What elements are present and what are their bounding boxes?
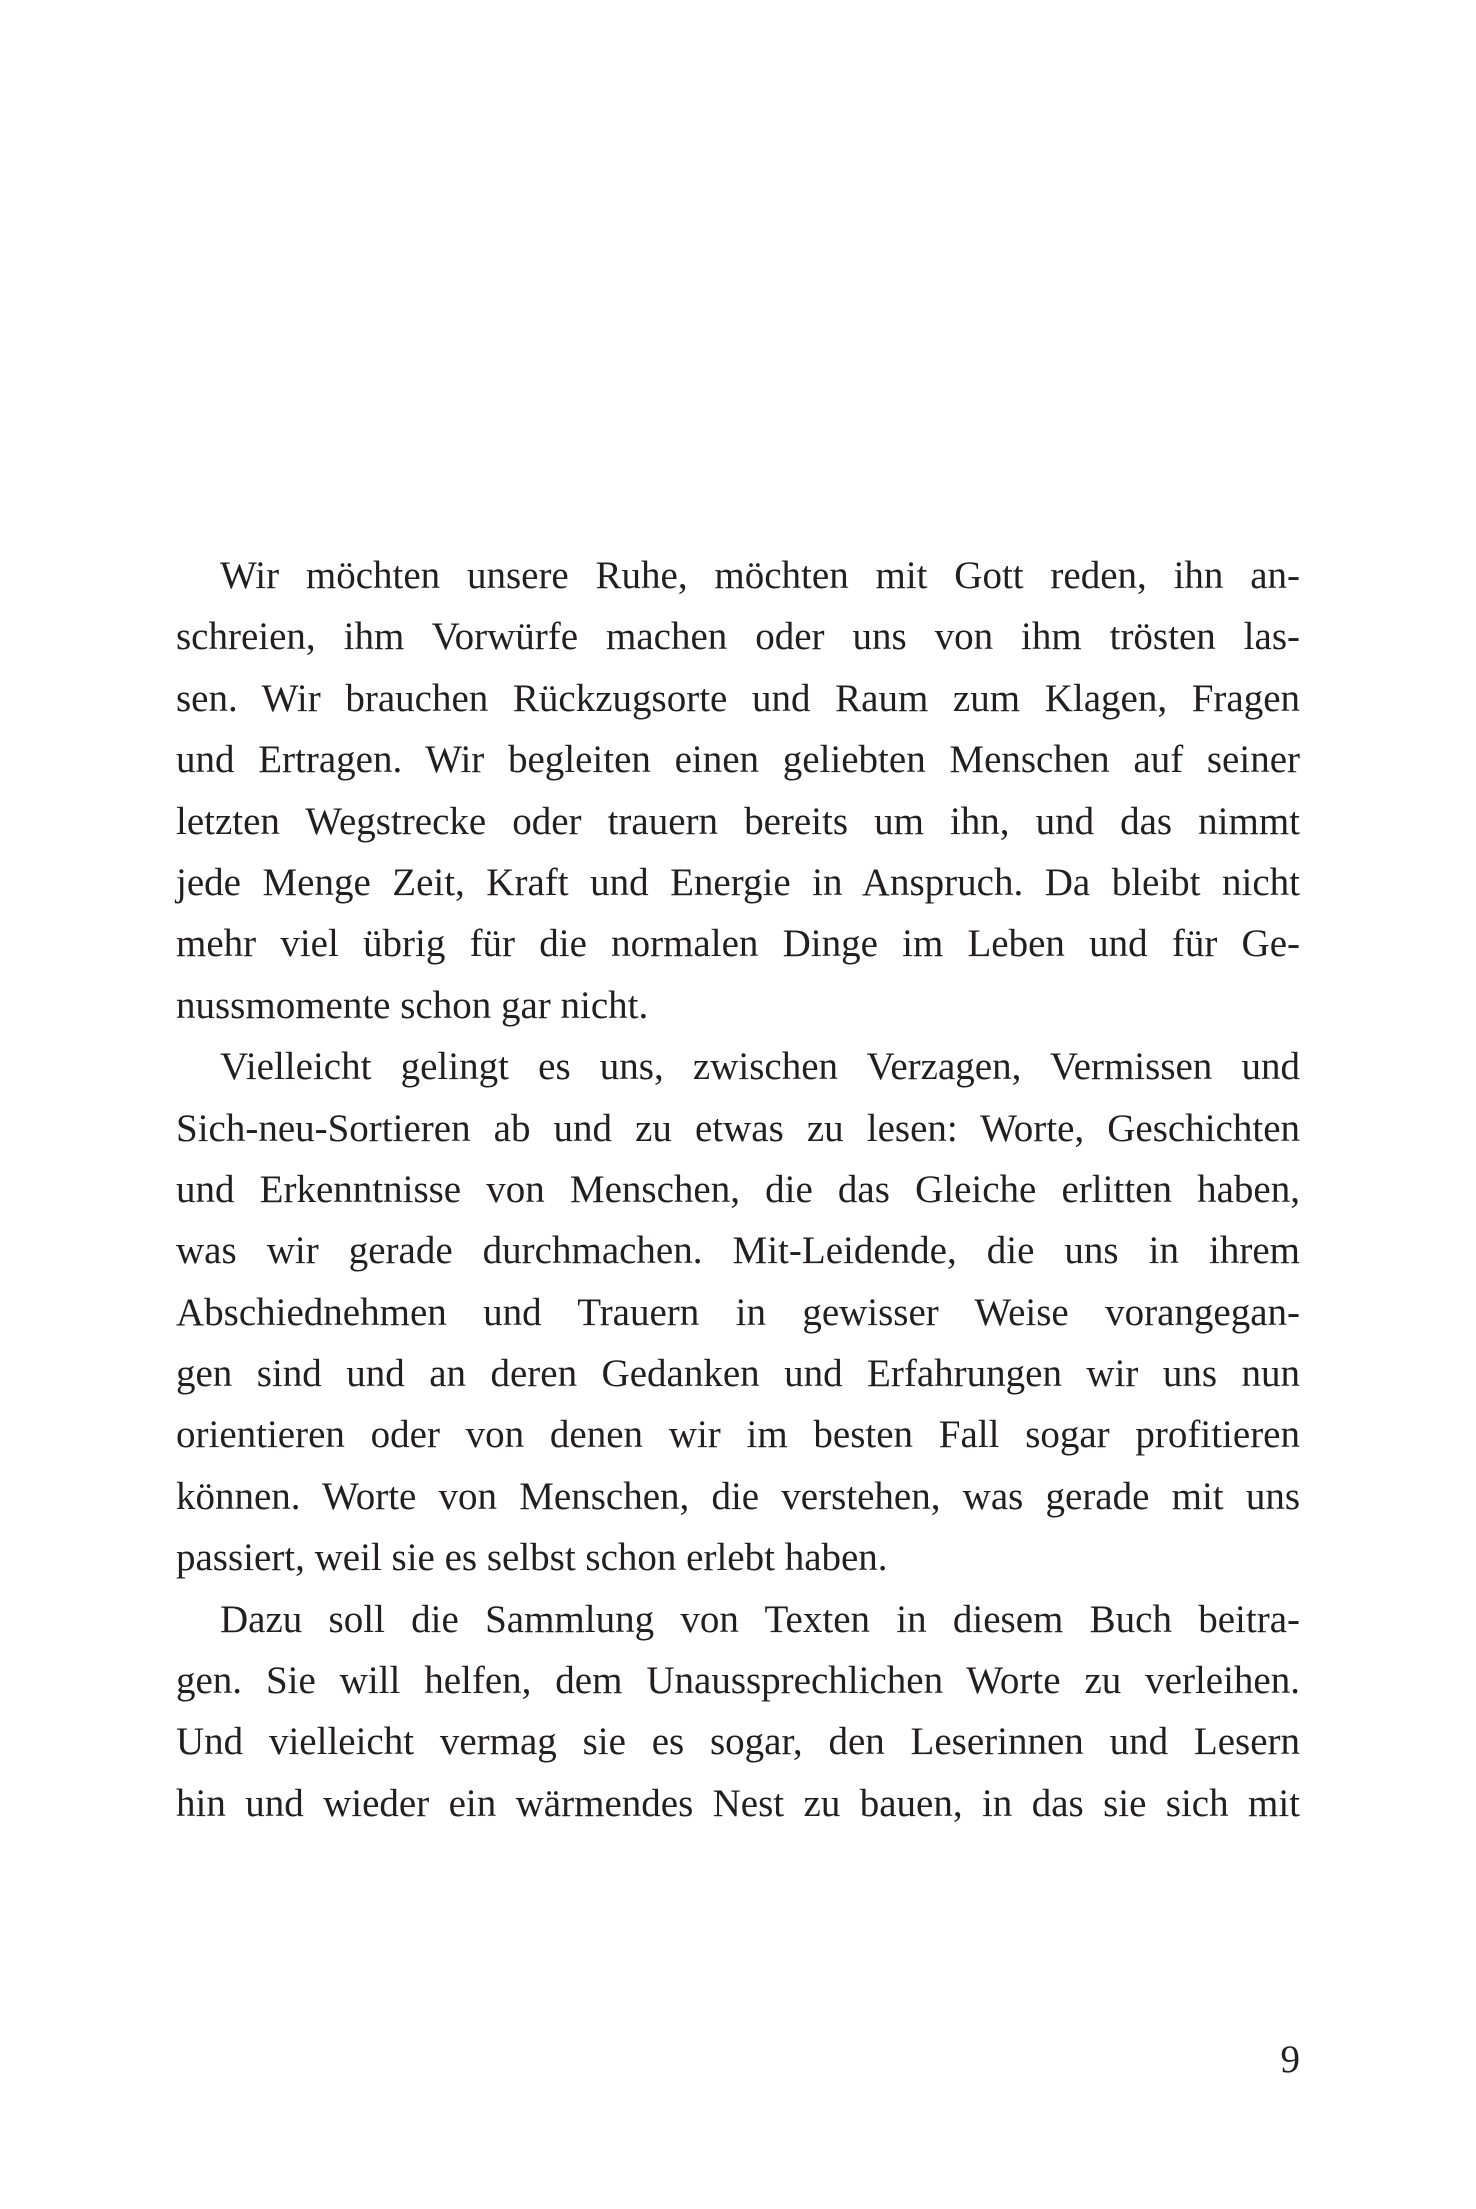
text-line: gen sind und an deren Gedanken und Erfahrungen wir uns nun [176, 1352, 1300, 1396]
text-line: Vielleicht gelingt es uns, zwischen Verzagen, Vermissen und [220, 1045, 1300, 1089]
text-line: und Ertragen. Wir begleiten einen geliebten Menschen auf seiner [176, 738, 1300, 782]
page-number: 9 [1280, 2038, 1300, 2081]
text-line: Und vielleicht vermag sie es sogar, den Leserinnen und Lesern [176, 1720, 1300, 1764]
text-line: was wir gerade durchmachen. Mit-Leidende, die uns in ihrem [176, 1229, 1300, 1273]
text-line: jede Menge Zeit, Kraft und Energie in Anspruch. Da bleibt nicht [176, 860, 1300, 904]
text-line: Abschiednehmen und Trauern in gewisser Weise vorangegan- [176, 1290, 1300, 1334]
text-line: Dazu soll die Sammlung von Texten in diesem Buch beitra- [220, 1597, 1300, 1641]
body-text [176, 545, 1300, 1834]
text-line: nussmomente schon gar nicht. [176, 983, 649, 1027]
text-line: passiert, weil sie es selbst schon erlebt haben. [176, 1536, 888, 1580]
text-line: Wir möchten unsere Ruhe, möchten mit Gott reden, ihn an- [220, 554, 1300, 597]
text-line: mehr viel übrig für die normalen Dinge im Leben und für Ge- [176, 922, 1300, 966]
text-line: und Erkenntnisse von Menschen, die das Gleiche erlitten haben, [176, 1167, 1300, 1211]
text-line: orientieren oder von denen wir im besten Fall sogar profitieren [176, 1413, 1300, 1457]
text-line: gen. Sie will helfen, dem Unaussprechlichen Worte zu verleihen. [176, 1659, 1300, 1703]
text-line: sen. Wir brauchen Rückzugsorte und Raum zum Klagen, Fragen [176, 676, 1300, 720]
text-line: letzten Wegstrecke oder trauern bereits um ihn, und das nimmt [176, 799, 1300, 843]
text-line: Sich-neu-Sortieren ab und zu etwas zu lesen: Worte, Geschichten [176, 1106, 1300, 1150]
text-line: können. Worte von Menschen, die verstehen, was gerade mit uns [176, 1474, 1300, 1518]
text-line: schreien, ihm Vorwürfe machen oder uns von ihm trösten las- [176, 615, 1300, 659]
text-line: hin und wieder ein wärmendes Nest zu bauen, in das sie sich mit [176, 1781, 1300, 1825]
